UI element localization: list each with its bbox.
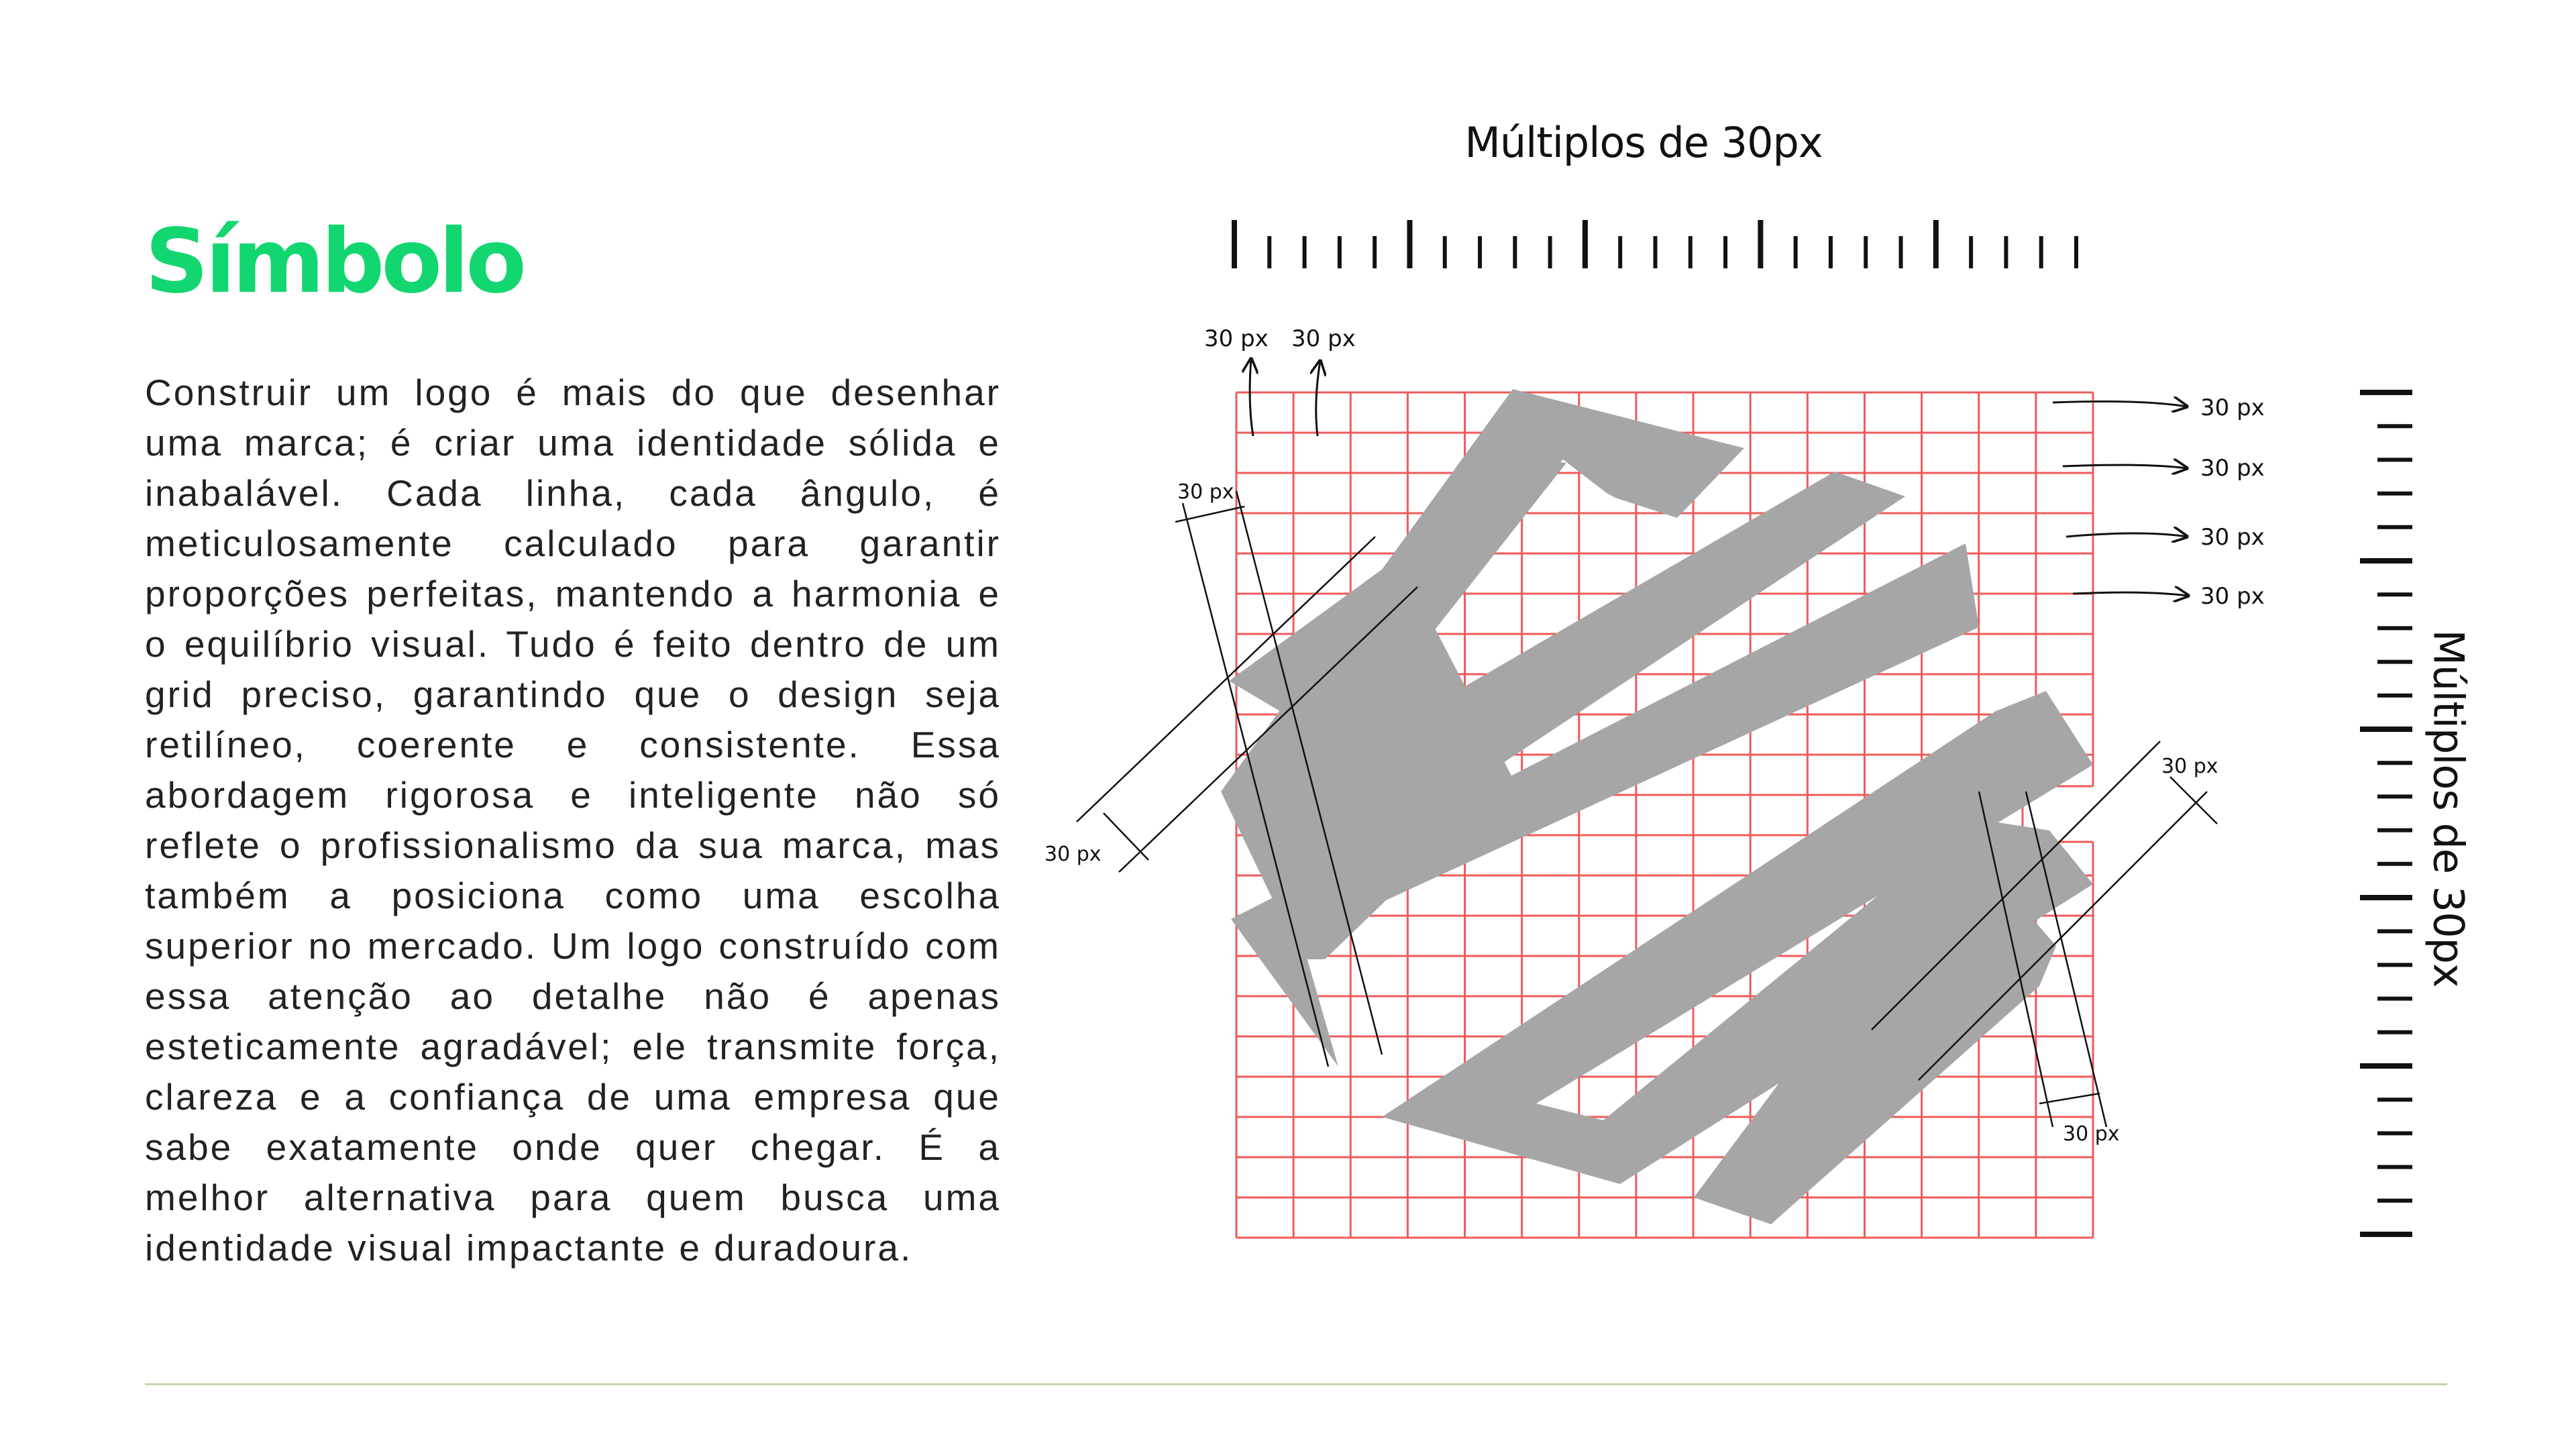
right-arrow-1 [2053, 401, 2187, 407]
dimension-label-top-2: 30 px [1291, 325, 1356, 352]
dimension-label-right-2: 30 px [2200, 455, 2265, 482]
right-arrow-2 [2063, 465, 2187, 468]
top-ruler-label: Múltiplos de 30px [1464, 118, 1823, 167]
logo-symbol [1221, 389, 2093, 1224]
dimension-label-lower-right: 30 px [2063, 1122, 2120, 1146]
top-arrow-1 [1250, 359, 1253, 436]
dimension-label-left: 30 px [1044, 843, 1102, 866]
dimension-label-right-3: 30 px [2200, 524, 2265, 551]
side-ruler [2360, 392, 2412, 1234]
side-ruler-label: Múltiplos de 30px [2424, 629, 2473, 987]
footer-divider [145, 1383, 2447, 1385]
dimension-label-right: 30 px [2161, 755, 2218, 778]
dimension-label-top-1: 30 px [1204, 325, 1269, 352]
page-title: Símbolo [145, 210, 523, 313]
right-arrow-3 [2066, 533, 2187, 537]
top-arrow-2 [1316, 361, 1320, 436]
dimension-label-right-4: 30 px [2200, 583, 2265, 610]
top-ruler [1234, 220, 2076, 268]
description-paragraph: Construir um logo é mais do que desenhar uma marca; é criar uma identidade sólida e inabalável. Cada linha, cada ângulo, é meticulosamente calculado para garantir proporções perfeitas, mantendo a harmonia e o equilíbrio visual. Tudo é feito dentro de um grid preciso, garantindo que o design seja retilíneo, coerente e consistente. Essa abordagem rigorosa e inteligente não só reflete o profissionalismo da sua marca, mas também a posiciona como uma escolha superior no mercado. Um logo construído com essa atenção ao detalhe não é apenas esteticamente agradável; ele transmite força, clareza e a confiança de uma empresa que sabe exatamente onde quer chegar. É a melhor alternativa para quem busca uma identidade visual impactante e duradoura. [145, 372, 1001, 1269]
dimension-label-upper-left: 30 px [1177, 480, 1234, 504]
dimension-label-right-1: 30 px [2200, 394, 2265, 421]
